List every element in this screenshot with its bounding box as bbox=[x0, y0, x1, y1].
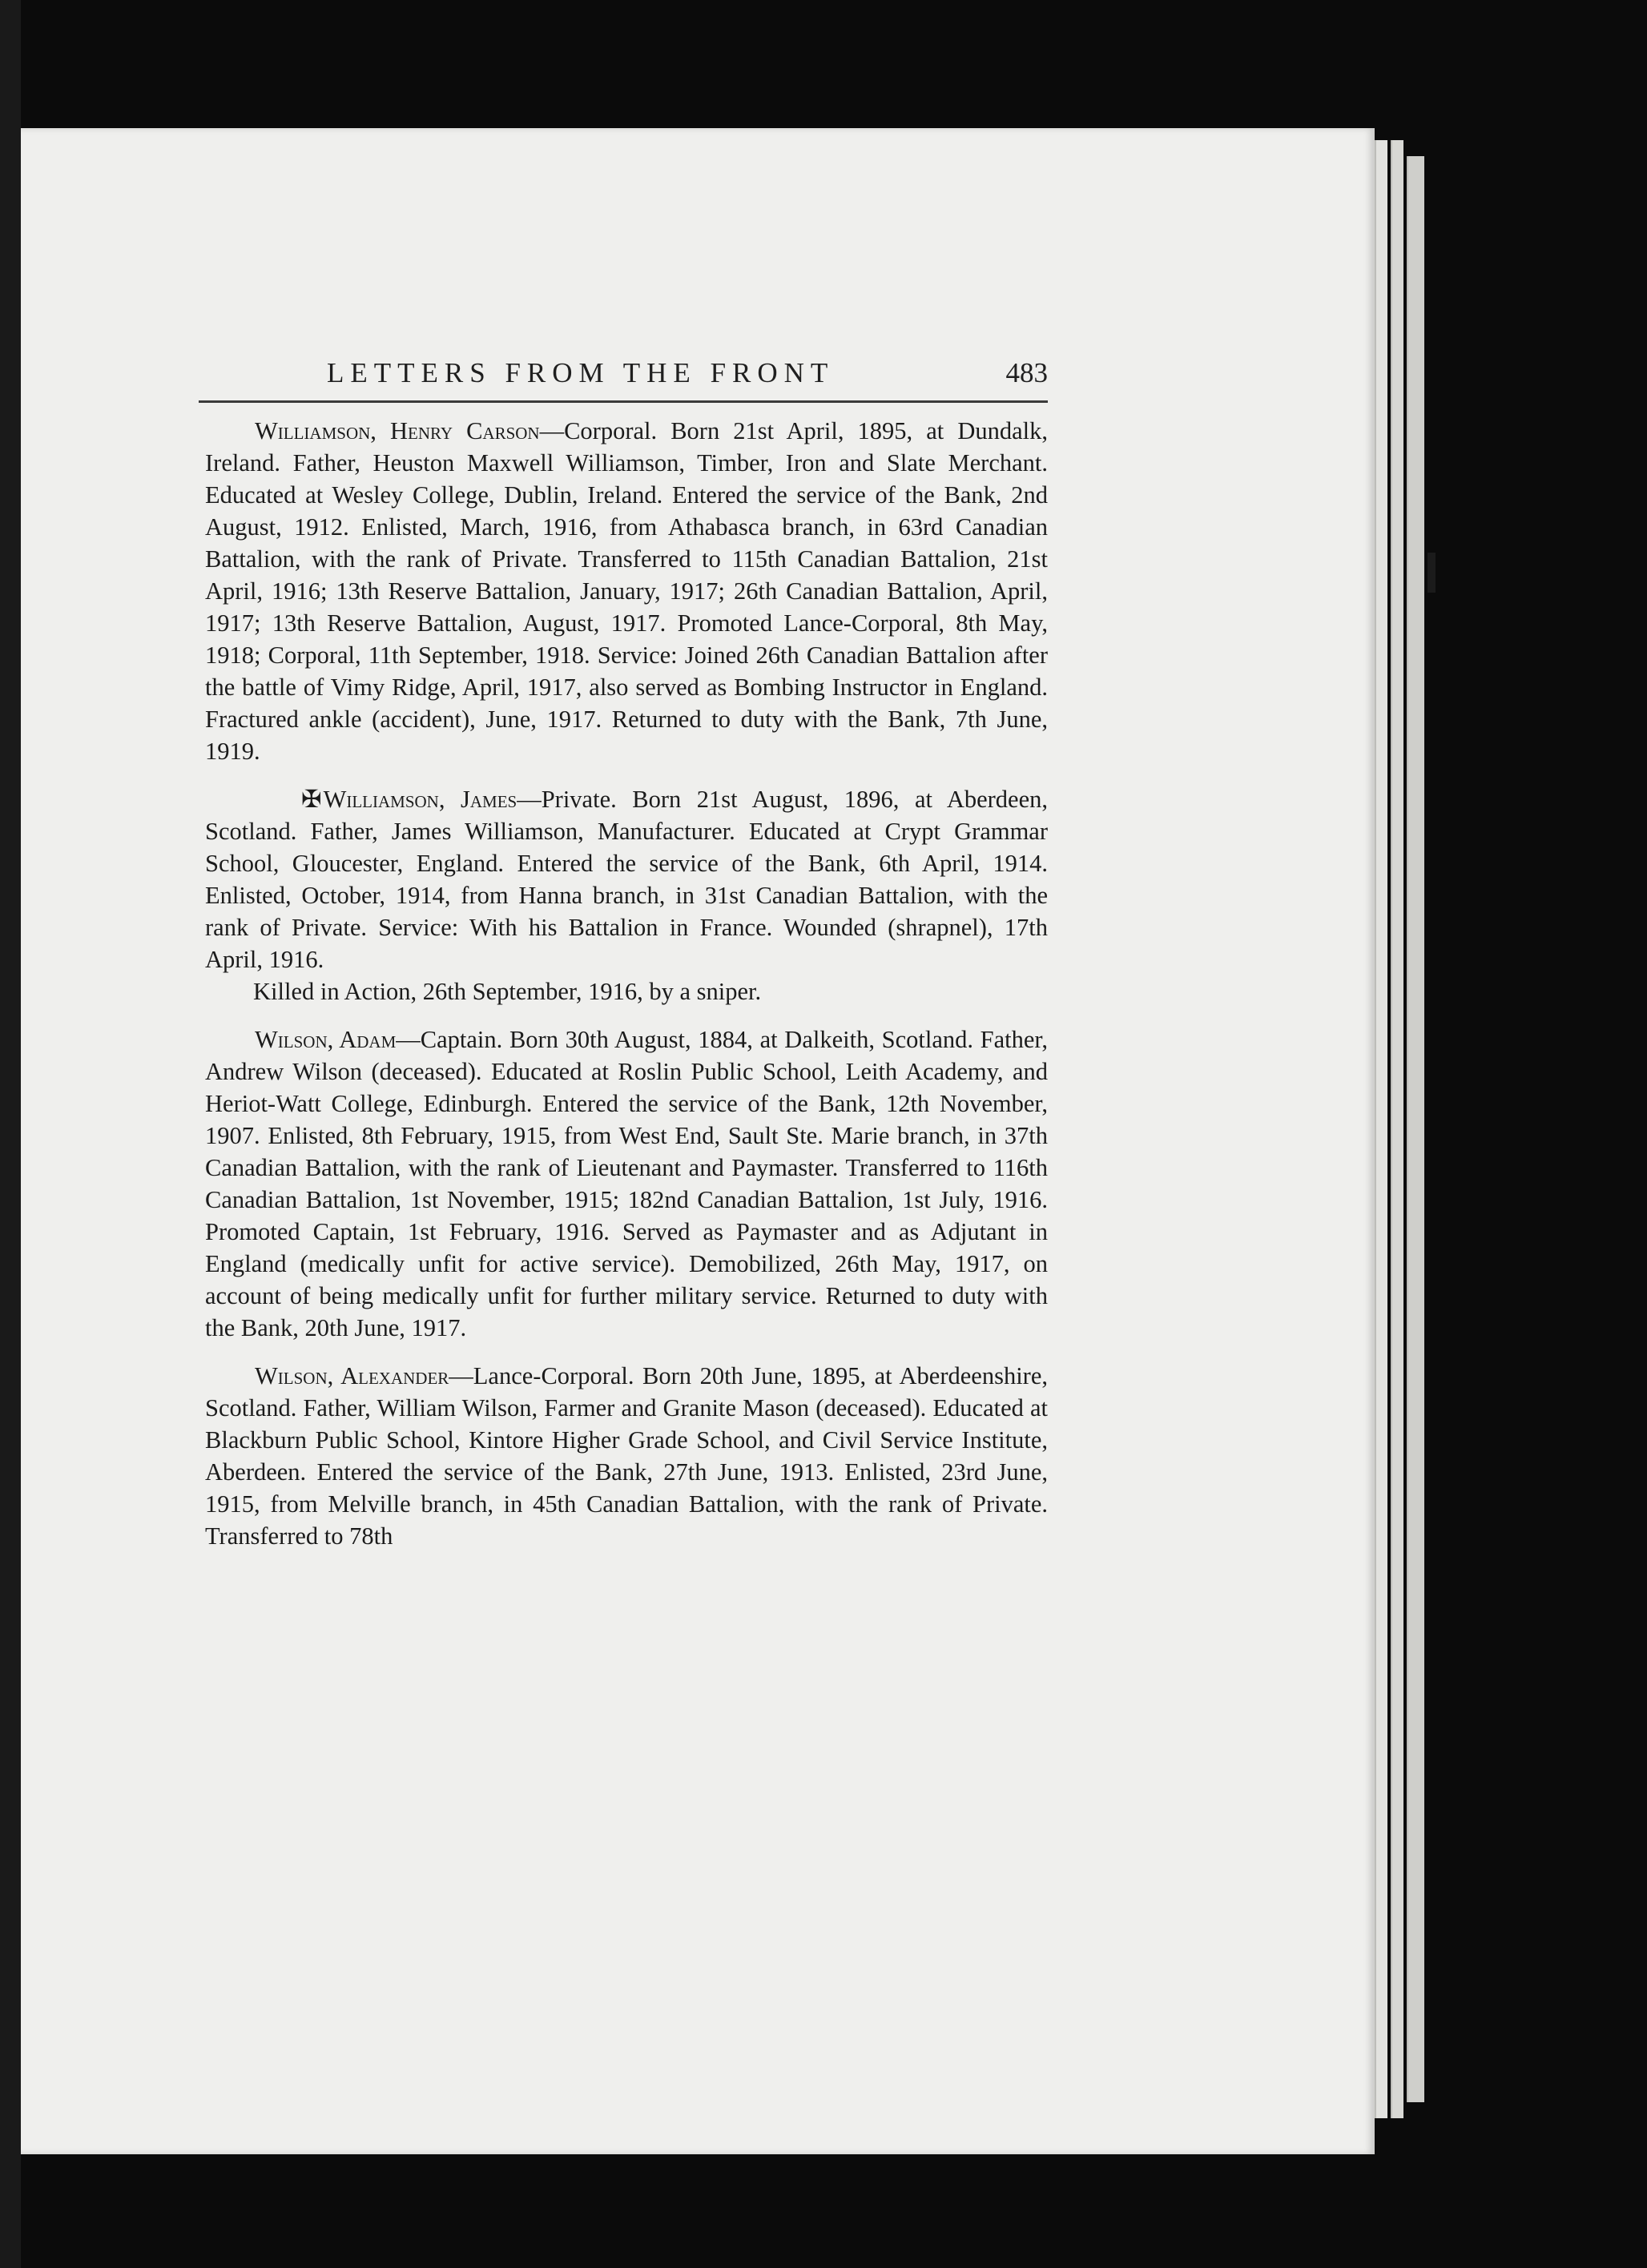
biography-entry bbox=[205, 415, 1048, 767]
entry-text: —Lance-Corporal. Born 20th June, 1895, at Aberdeenshire, Scotland. Father, William Wilson, Farmer and Granite Mason (deceased). Educated at Blackburn Public School, Kintore Higher Grade School, and Civil Service Institute, Aberdeen. Entered the service of the Bank, 27th June, 1913. Enlisted, 23rd June, 1915, from Melville branch, in 45th Canadian Battalion, with the rank of Private. Transferred to 78th bbox=[205, 1362, 1048, 1550]
entry-name: Williamson, James bbox=[323, 786, 517, 813]
scan-left-edge bbox=[0, 0, 21, 2268]
page-body bbox=[205, 415, 1048, 1568]
entry-note: Killed in Action, 26th September, 1916, by a sniper. bbox=[253, 978, 762, 1005]
entry-text: —Corporal. Born 21st April, 1895, at Dundalk, Ireland. Father, Heuston Maxwell Williamson, Timber, Iron and Slate Merchant. Educated at Wesley College, Dublin, Ireland. Entered the service of the Bank, 2nd August, 1912. Enlisted, March, 1916, from Athabasca branch, in 63rd Canadian Battalion, with the rank of Private. Transferred to 115th Canadian Battalion, 21st April, 1916; 13th Reserve Battalion, January, 1917; 26th Canadian Battalion, April, 1917; 13th Reserve Battalion, August, 1917. Promoted Lance-Corporal, 8th May, 1918; Corporal, 11th September, 1918. Service: Joined 26th Canadian Battalion after the battle of Vimy Ridge, April, 1917, also served as Bombing Instructor in England. Fractured ankle (accident), June, 1917. Returned to duty with the Bank, 7th June, 1919. bbox=[205, 417, 1048, 765]
page-edge bbox=[1391, 140, 1403, 2118]
page-edge bbox=[1375, 140, 1387, 2118]
page-number: 483 bbox=[1005, 357, 1048, 388]
entry-text: —Captain. Born 30th August, 1884, at Dalkeith, Scotland. Father, Andrew Wilson (deceased). Educated at Roslin Public School, Leith Academy, and Heriot-Watt College, Edinburgh. Entered the service of the Bank, 12th November, 1907. Enlisted, 8th February, 1915, from West End, Sault Ste. Marie branch, in 37th Canadian Battalion, with the rank of Lieutenant and Paymaster. Transferred to 116th Canadian Battalion, 1st November, 1915; 182nd Canadian Battalion, 1st July, 1916. Promoted Captain, 1st February, 1916. Served as Paymaster and as Adjutant in England (medically unfit for active service). Demobilized, 26th May, 1917, on account of being medically unfit for further military service. Returned to duty with the Bank, 20th June, 1917. bbox=[205, 1026, 1048, 1341]
cross-icon: ✠ bbox=[301, 786, 322, 813]
entry-name: Wilson, Adam bbox=[255, 1026, 397, 1053]
entry-name: Williamson, Henry Carson bbox=[255, 417, 540, 444]
running-title: LETTERS FROM THE FRONT bbox=[327, 357, 835, 388]
biography-entry bbox=[205, 1360, 1048, 1552]
biography-entry bbox=[205, 1023, 1048, 1344]
running-header bbox=[199, 352, 1048, 403]
biography-entry bbox=[205, 783, 1048, 975]
entry-name: Wilson, Alexander bbox=[255, 1362, 449, 1389]
page-edge bbox=[1407, 156, 1424, 2102]
binding-mark bbox=[1428, 553, 1436, 593]
entry-text: —Private. Born 21st August, 1896, at Aberdeen, Scotland. Father, James Williamson, Manufacturer. Educated at Crypt Grammar School, Gloucester, England. Entered the service of the Bank, 6th April, 1914. Enlisted, October, 1914, from Hanna branch, in 31st Canadian Battalion, with the rank of Private. Service: With his Battalion in France. Wounded (shrapnel), 17th April, 1916. bbox=[205, 786, 1048, 973]
